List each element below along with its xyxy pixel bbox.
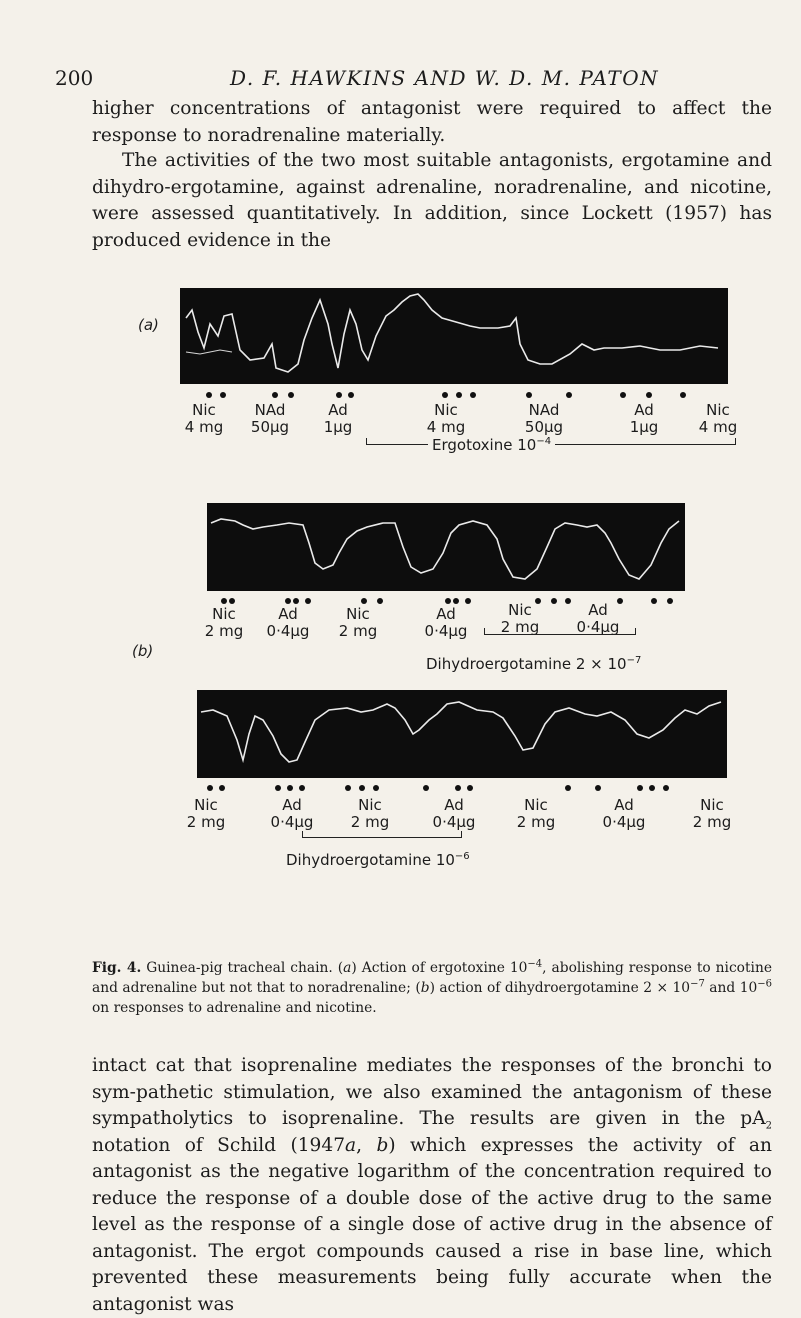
- panel-b-bar-label-1: Dihydroergotamine $2 \times 10^{-7}$: [426, 655, 642, 673]
- paragraph-2: The activities of the two most suitable antagonists, ergotamine and dihydro-ergotamine, against adrenaline, noradrenaline, and nicotine, were assessed quantitatively. In addition, since Lockett (1957) has produced evidence in the: [92, 150, 772, 251]
- paragraph-1: higher concentrations of antagonist were required to affect the response to noradrenaline materially.: [92, 98, 772, 146]
- panel-b-label-2: Nic 2 mg: [186, 796, 226, 831]
- panel-a-label: Nic 4 mg: [698, 401, 738, 436]
- paragraph-3: intact cat that isoprenaline mediates the responses of the bronchi to sym-pathetic stimulation, we also examined the antagonism of these sympatholytics to isoprenaline. The results are given in the $pA_2$ notation of Schild (1947a, b) which expresses the activity of an antagonist as the negative logarithm of the concentration required to reduce the response of a double dose of the active drug to the same level as the response of a single dose of active drug in the absence of antagonist. The ergot compounds caused a rise in base line, which prevented these measurements being fully accurate when the antagonist was: [92, 1055, 772, 1315]
- panel-b-label-2: Nic 2 mg: [516, 796, 556, 831]
- panel-b-label-2: Ad 0·4µg: [602, 796, 646, 831]
- panel-b-label-1: Nic 2 mg: [204, 605, 244, 640]
- panel-a-trace: [180, 288, 728, 384]
- panel-a-bar-label: Ergotoxine $10^{-4}$: [428, 436, 555, 454]
- panel-a-tag: (a): [138, 316, 159, 334]
- figure-caption: Fig. 4. Guinea-pig tracheal chain. (a) Action of ergotoxine $10^{-4}$, abolishing response to nicotine and adrenaline but not that to noradrenaline; (b) action of dihydroergotamine $2 \times 10^{-7}$ and $10^{-6}$ on responses to adrenaline and nicotine.: [92, 958, 773, 1016]
- panel-b-tag: (b): [132, 642, 154, 660]
- panel-a-dots: [180, 392, 740, 400]
- panel-a-label: Nic 4 mg: [426, 401, 466, 436]
- panel-b-label-2: Nic 2 mg: [350, 796, 390, 831]
- page-number: 200: [55, 66, 94, 90]
- panel-b-label-1: Nic 2 mg: [500, 601, 540, 636]
- panel-b-bar-label-2: Dihydroergotamine $10^{-6}$: [286, 851, 470, 869]
- panel-b-trace-2-svg: [197, 690, 727, 778]
- panel-b-trace-2: [197, 690, 727, 778]
- panel-a-label: Ad 1µg: [629, 401, 659, 436]
- panel-b-label-1: Ad 0·4µg: [576, 601, 620, 636]
- running-head: D. F. HAWKINS AND W. D. M. PATON: [230, 66, 660, 90]
- panel-a-label: Ad 1µg: [323, 401, 353, 436]
- panel-b-trace-1-svg: [207, 503, 685, 591]
- panel-b-label-2: Ad 0·4µg: [270, 796, 314, 831]
- panel-b-dots-2: [197, 785, 737, 793]
- panel-a-label: NAd 50µg: [524, 401, 564, 436]
- panel-b-bracket-2: [302, 831, 462, 838]
- panel-b-label-1: Ad 0·4µg: [424, 605, 468, 640]
- panel-b-label-1: Ad 0·4µg: [266, 605, 310, 640]
- panel-b-bracket-1: [484, 628, 636, 635]
- panel-b-label-2: Ad 0·4µg: [432, 796, 476, 831]
- panel-a-label: NAd 50µg: [250, 401, 290, 436]
- panel-b-label-1: Nic 2 mg: [338, 605, 378, 640]
- panel-b-label-2: Nic 2 mg: [692, 796, 732, 831]
- panel-b-trace-1: [207, 503, 685, 591]
- panel-a-trace-svg: [180, 288, 728, 384]
- panel-a-label: Nic 4 mg: [184, 401, 224, 436]
